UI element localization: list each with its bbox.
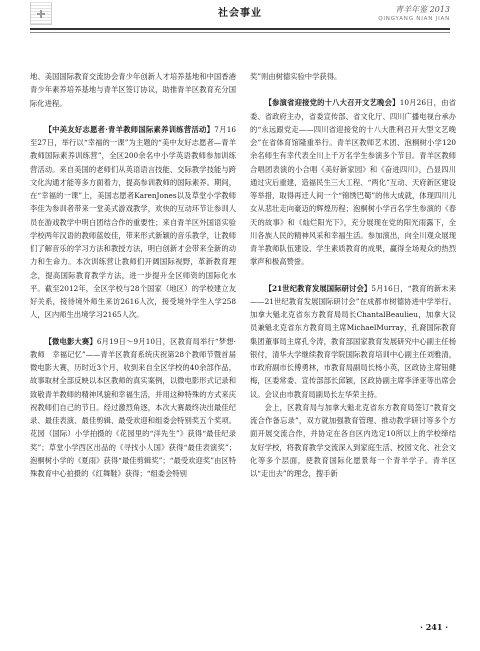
right-paragraph-memorandum: 会上，区教育局与加拿大魁北克省东方教育局签订“教育交流合作备忘录”，双方就加强教育管理、推动教学研讨等多个方面开展交流合作，并协定在各自区内选定10所以上的学校缔结友好学校，将教育教学交流深入到家庭生活、校园文化、社会文化等多个层面，使教育国际化愿景每一个青羊学子。青羊区以“走出去”的理念，搜手新 [250,402,456,478]
right-article-seminar [250,282,456,401]
article-heading: 【21世纪教育发展国际研讨会】 [264,283,372,293]
left-article-training-camp [30,123,236,322]
header-rule-thin [30,32,450,33]
article-body: 7月16至27日，举行以“幸福的一课”为主题的“美中友好志愿者—青羊教师国际素养训练营”，全区200余名中小学英语教师参加训练营活动。来自美国的老师们从英语语言技能、交际教学技能与跨文化沟通才能等多方面着力，提高参训教师的国际素养。期间，在“幸福的一课”上，美国志愿者KarenJones以及草堂小学教师李佳为参训者带来一堂美式游戏教学，欢快的互动环节让参训人员在游戏教学中明白团结合作的重要性；来自青羊区外国语实验学校两年汉语的教师蓝姣佳，带来形式新颖的音乐教学，让教师们了解音乐的学习方法和教授方法，明白创新才会带来全新的动力和生命力。本次训练营让教师们开阔国际视野，革新教育理念，提高国际教育教学方法，进一步提升全区师资的国际化水平。截至2012年，全区学校与28个国家（地区）的学校建立友好关系，接待境外师生来访2616人次，接受境外学生入学258人，区内师生出境学习2165人次。 [30,124,236,320]
paragraph-gap [250,83,456,96]
paragraph-gap [30,322,236,335]
yearbook-title-en: QINGYANG NIAN JIAN [378,16,450,22]
section-title: 社会事业 [218,8,262,19]
article-heading: 【参演省迎接党的十八大召开文艺晚会】 [264,98,400,108]
yearbook-title-cn: 青羊年鉴 2013 [395,5,450,14]
right-article-gala [250,96,456,268]
right-paragraph-continued: 奖”则由树德实验中学获得。 [250,72,342,81]
article-heading: 【微电影大赛】 [44,336,97,346]
page-header [30,0,450,52]
article-body: 6月19日～9月10日，区教育局举行“梦想·教师 幸福记忆”——青羊区教育系统庆祝第28个教师节暨首届微电影大赛，历时近3个月，收到来自全区学校的40余部作品，故事取材全部反映以本区教师的真实案例，以微电影形式记录和致敬青羊教师的精神风貌和幸福生活，并用这种特殊的方式来庆祝教师们自己的节日。经过激烈角逐，本次大赛最终决出最佳纪录、最佳表演、最佳剪辑、最受欢迎和组委会特别奖五个奖项。花园（国际）小学拍摄的《花园里的“洋先生”》获得“最佳纪录奖”；草堂小学西区出品的《寻找小人国》获得“最佳表演奖”；泡桐树小学的《夏雨》获得“最佳剪辑奖”；“最受欢迎奖”由区特殊教育中心拍摄的《红舞鞋》获得；“组委会特别 [30,336,237,478]
article-body: 5月16日，“教育的新未来——21世纪教育发展国际研讨会”在成都市树德协进中学举行。加拿大魁北克省东方教育局局长ChantalBeaulieu，加拿大议员兼魁北克省东方教育局主席MichaelMurray，孔裔国际教育集团董事局主席孔令涛，教育部国家教育发展研究中心副主任杨银付，清华大学继续教育学院国际教育培训中心副主任刘雅清，市政府副市长傅勇林，市教育局副局长杨小英，区政协主席钮健梅，区委常委、宣传部部长邱颖，区政协副主席李泽亚等出席会议。会议由市教育局副局长左华荣主持。 [250,283,456,399]
paragraph-gap [30,110,236,123]
article-body: 10月26日，由省委、省政府主办，省委宣传部、省文化厅、四川广播电视台承办的“永远跟党走——四川省迎接党的十八大胜利召开大型文艺晚会”在省体育馆隆重举行。青羊区教师艺术团、泡桐树小学120余名师生有幸代表全川上千万名学生参演多个节目。青羊区教师合唱团表演的小合唱《美好新家园》和《奋进四川》，凸显四川通过灾后重建，造福民生三大工程、“两化”互动、天府新区建设等举措，取得再迁人间一个“锦绣巴蜀”的伟大成就，体现四川儿女从悲壮走向豪迈的辉煌历程；泡桐树小学百名学生参演的《春天的故事》和《灿烂阳光下》，充分展现在党的阳光雨露下，全川各族人民的精神风采和幸福生活。参加演出，向全川观众展现青羊教师队伍建设、学生素质教育的成果，赢得全场观众的热烈掌声和极高赞誉。 [250,98,456,267]
left-column [30,70,236,480]
page-number: · 241 · [420,622,448,632]
paragraph-gap [250,269,456,282]
left-paragraph-continued: 地、美国国际教育交流协会青少年创新人才培养基地和中国香港青少年素养培养基地与青羊区签订协议，助推青羊区教育充分国际化进程。 [30,72,236,108]
right-column [250,70,456,480]
article-heading: 【中美友好志愿者·青羊教师国际素养训练营活动】 [44,124,215,134]
left-article-micro-film [30,335,236,481]
header-rule-thick [30,28,450,30]
